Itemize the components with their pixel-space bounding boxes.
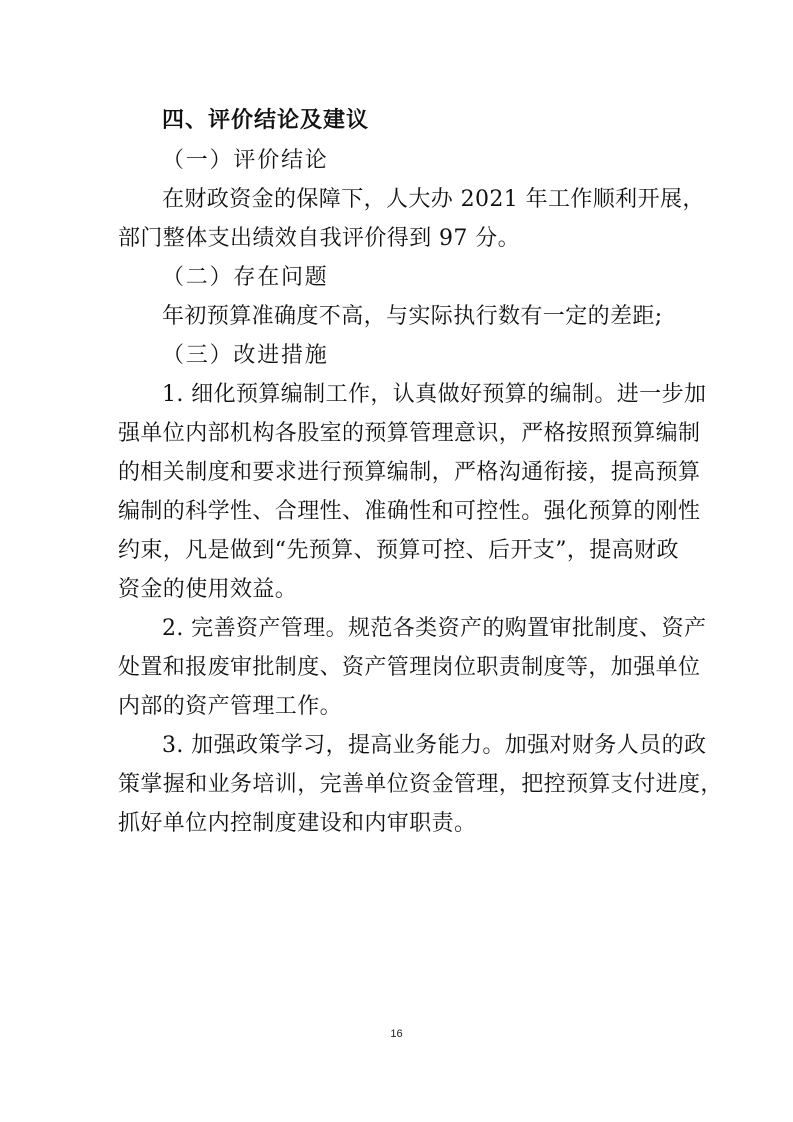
page-number: 16 (390, 1028, 403, 1040)
subsection-title-measures: （三）改进措施 (162, 343, 329, 368)
paragraph-line: 1. 细化预算编制工作，认真做好预算的编制。进一步加 (162, 382, 707, 407)
section-heading: 四、评价结论及建议 (162, 108, 370, 133)
paragraph-line: 部门整体支出绩效自我评价得到 97 分。 (118, 226, 520, 251)
paragraph-line: 强单位内部机构各股室的预算管理意识，严格按照预算编制 (118, 421, 701, 446)
paragraph-line: 2. 完善资产管理。规范各类资产的购置审批制度、资产 (162, 616, 707, 641)
paragraph-line: 资金的使用效益。 (118, 577, 298, 602)
paragraph-line: 在财政资金的保障下，人大办 2021 年工作顺利开展， (162, 187, 705, 212)
paragraph-line: 处置和报废审批制度、资产管理岗位职责制度等，加强单位 (118, 655, 701, 680)
paragraph-line: 年初预算准确度不高，与实际执行数有一定的差距; (162, 304, 663, 329)
paragraph-line: 策掌握和业务培训，完善单位资金管理，把控预算支付进度， (118, 772, 723, 797)
paragraph-line: 的相关制度和要求进行预算编制，严格沟通衔接，提高预算 (118, 460, 701, 485)
paragraph-line: 3. 加强政策学习，提高业务能力。加强对财务人员的政 (162, 733, 707, 758)
paragraph-line: 约束，凡是做到“先预算、预算可控、后开支”，提高财政 (118, 538, 679, 563)
subsection-title-problems: （二）存在问题 (162, 265, 329, 290)
subsection-title-conclusion: （一）评价结论 (162, 148, 329, 173)
paragraph-line: 抓好单位内控制度建设和内审职责。 (118, 811, 477, 836)
paragraph-line: 编制的科学性、合理性、准确性和可控性。强化预算的刚性 (118, 499, 701, 524)
paragraph-line: 内部的资产管理工作。 (118, 694, 343, 719)
